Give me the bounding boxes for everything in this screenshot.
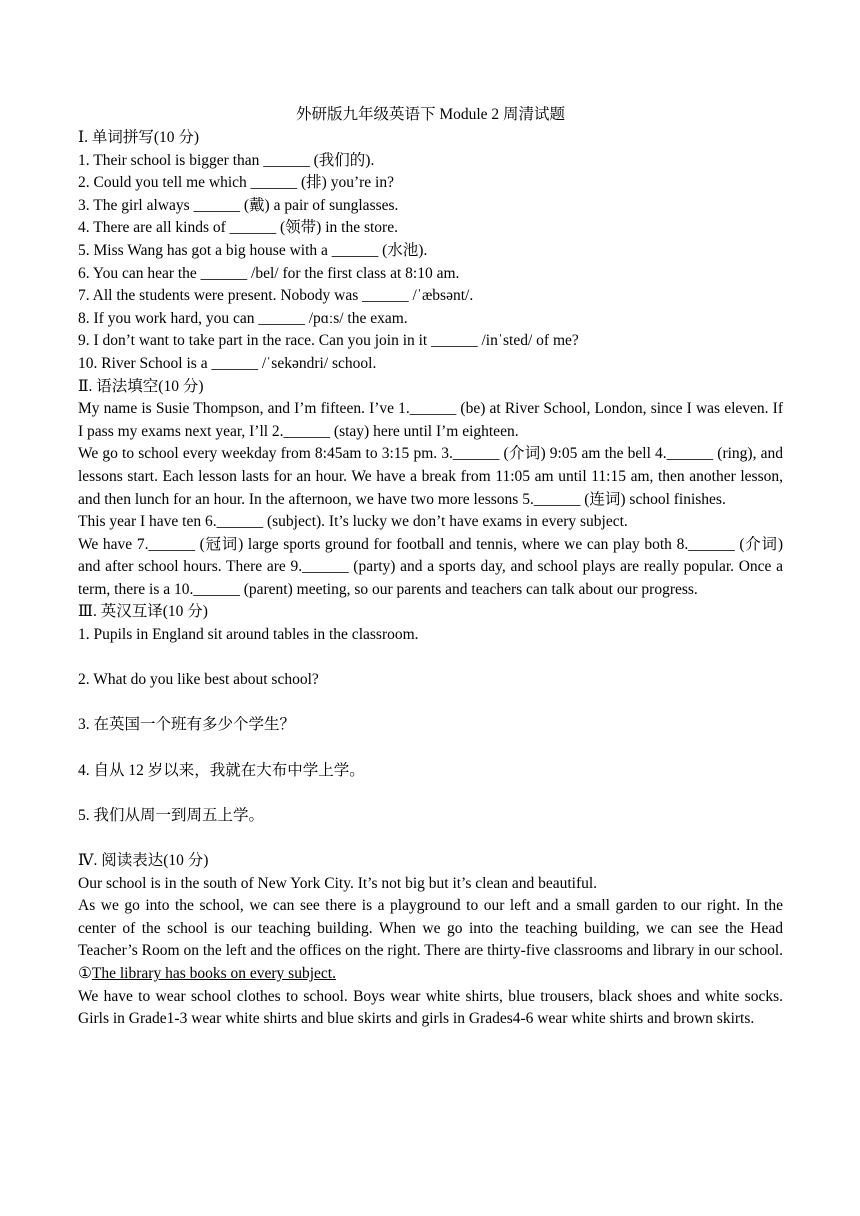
section-1-item: 6. You can hear the ______ /bel/ for the first class at 8:10 am. (78, 264, 460, 282)
section-1-item: 7. All the students were present. Nobody was ______ /ˈæbsənt/. (78, 287, 474, 305)
section-1-item: 10. River School is a ______ /ˈsekəndri/ school. (78, 354, 377, 372)
section-1-item: 4. There are all kinds of ______ (领带) in the store. (78, 219, 398, 237)
section-1-item: 3. The girl always ______ (戴) a pair of sunglasses. (78, 196, 399, 214)
section-2-heading: Ⅱ. 语法填空(10 分) (78, 377, 204, 395)
worksheet-page (78, 103, 783, 1031)
reading-paragraph: We have to wear school clothes to school. Boys wear white shirts, blue trousers, black shoes and white socks. Girls in Grade1-3 wear white shirts and blue skirts and girls in Grades4-6 wear white shirts and brown skirts. (78, 987, 783, 1028)
answer-space (78, 692, 783, 715)
section-2-paragraph: We have 7.______ (冠词) large sports ground for football and tennis, where we can play both 8.______ (介词) and after school hours. There are 9.______ (party) and a sports day, and school plays are really popular. Once a term, there is a 10.______ (parent) meeting, so our parents and teachers can talk about our progress. (78, 535, 783, 598)
underlined-sentence: The library has books on every subject. (91, 964, 336, 982)
reading-paragraph-text: As we go into the school, we can see there is a playground to our left and a small garden to our right. In the center of the school is our teaching building. When we go into the teaching building, we can see the Head Teacher’s Room on the left and the offices on the right. There are thirty-five classrooms and library in our school. (78, 897, 783, 960)
section-1-item: 5. Miss Wang has got a big house with a ______ (水池). (78, 241, 428, 259)
section-3-item: 1. Pupils in England sit around tables in the classroom. (78, 626, 419, 644)
section-1-item: 8. If you work hard, you can ______ /pɑːs/ the exam. (78, 309, 408, 327)
section-2-paragraph: We go to school every weekday from 8:45am to 3:15 pm. 3.______ (介词) 9:05 am the bell 4.______ (ring), and lessons start. Each lesson lasts for an hour. We have a break from 11:05 am until 11:15 am, then another lesson, and then lunch for an hour. In the afternoon, we have two more lessons 5.______ (连词) school finishes. (78, 445, 783, 508)
section-3-item: 2. What do you like best about school? (78, 671, 319, 689)
answer-space (78, 782, 783, 805)
section-2-paragraph: My name is Susie Thompson, and I’m fifteen. I’ve 1.______ (be) at River School, London, since I was eleven. If I pass my exams next year, I’ll 2.______ (stay) here until I’m eighteen. (78, 400, 783, 440)
answer-space (78, 827, 783, 850)
section-3-item: 5. 我们从周一到周五上学。 (78, 806, 265, 824)
answer-space (78, 737, 783, 760)
section-2-paragraph: This year I have ten 6.______ (subject). It’s lucky we don’t have exams in every subject. (78, 513, 628, 531)
section-3-item: 3. 在英国一个班有多少个学生？ (78, 716, 296, 734)
page-title: 外研版九年级英语下 Module 2 周清试题 (295, 106, 566, 123)
section-3-heading: Ⅲ. 英汉互译(10 分) (78, 603, 208, 621)
section-1-item: 9. I don’t want to take part in the race. Can you join in it ______ /inˈsted/ of me? (78, 332, 579, 350)
section-1-item: 2. Could you tell me which ______ (排) you’re in? (78, 174, 394, 192)
answer-space (78, 647, 783, 670)
section-1-heading: Ⅰ. 单词拼写(10 分) (78, 129, 200, 146)
section-3-item: 4. 自从 12 岁以来，我就在大布中学上学。 (78, 761, 365, 779)
section-4-heading: Ⅳ. 阅读表达(10 分) (78, 852, 209, 869)
circled-number-marker: ① (78, 964, 92, 982)
reading-paragraph: Our school is in the south of New York City. It’s not big but it’s clean and beautiful. (78, 874, 598, 892)
section-1-item: 1. Their school is bigger than ______ (我们的). (78, 151, 375, 169)
reading-paragraph (78, 895, 783, 985)
